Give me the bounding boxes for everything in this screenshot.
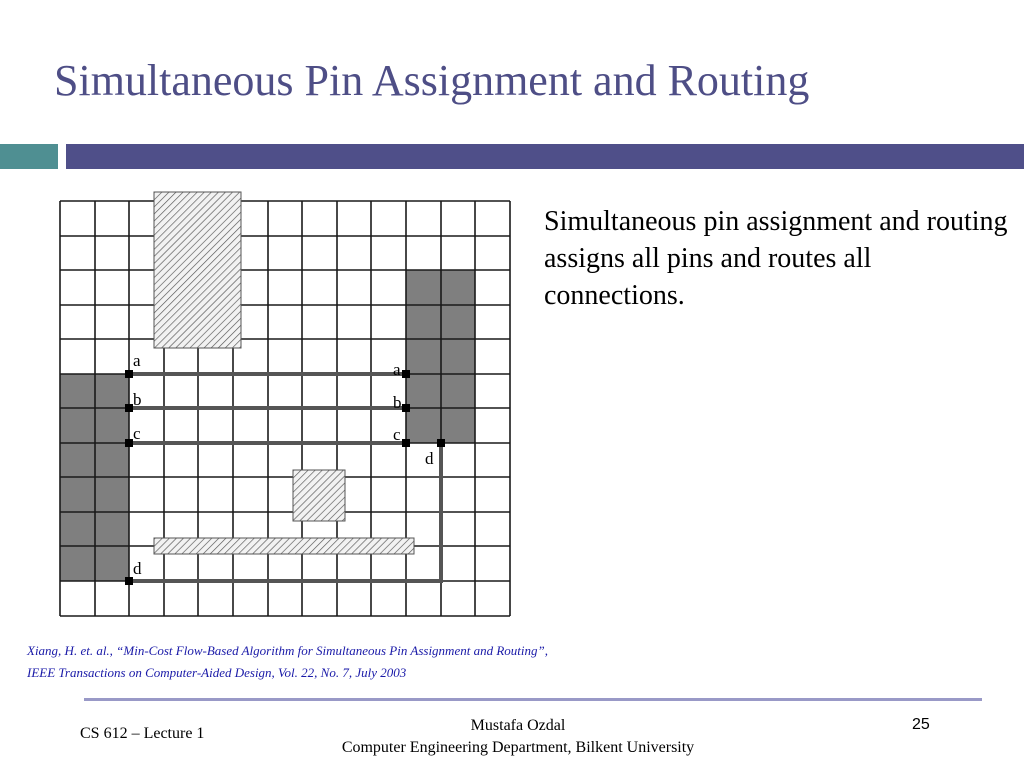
- pin-b-left: [125, 404, 133, 412]
- pin-label-a-right: a: [393, 360, 401, 379]
- citation-line-2: IEEE Transactions on Computer-Aided Design, Vol. 22, No. 7, July 2003: [27, 665, 407, 680]
- footer-rule: [84, 698, 982, 701]
- pin-c-right: [402, 439, 410, 447]
- pin-label-c-right: c: [393, 425, 401, 444]
- routing-grid-figure: [25, 180, 525, 620]
- pin-label-a-left: a: [133, 351, 141, 370]
- pin-a-right: [402, 370, 410, 378]
- accent-bar-navy: [66, 144, 1024, 169]
- page-number: 25: [912, 716, 930, 733]
- pin-a-left: [125, 370, 133, 378]
- pin-d-left: [125, 577, 133, 585]
- footer-credits: [268, 715, 768, 759]
- footer-course: CS 612 – Lecture 1: [80, 725, 205, 742]
- citation: [27, 640, 548, 684]
- footer-department: Computer Engineering Department, Bilkent University: [341, 739, 695, 756]
- pin-label-d-left: d: [133, 559, 142, 578]
- citation-line-1: Xiang, H. et. al., “Min-Cost Flow-Based Algorithm for Simultaneous Pin Assignment and Routing”,: [27, 643, 548, 658]
- pin-c-left: [125, 439, 133, 447]
- footer-author: Mustafa Ozdal: [470, 717, 566, 734]
- body-text: Simultaneous pin assignment and routing assigns all pins and routes all connections.: [544, 206, 1008, 311]
- pin-label-b-left: b: [133, 390, 142, 409]
- accent-bar-teal: [0, 144, 58, 169]
- pin-b-right: [402, 404, 410, 412]
- slide-title: Simultaneous Pin Assignment and Routing: [54, 56, 810, 105]
- pin-label-b-right: b: [393, 393, 402, 412]
- pin-label-d-right: d: [425, 449, 434, 468]
- pin-label-c-left: c: [133, 424, 141, 443]
- pin-d-right: [437, 439, 445, 447]
